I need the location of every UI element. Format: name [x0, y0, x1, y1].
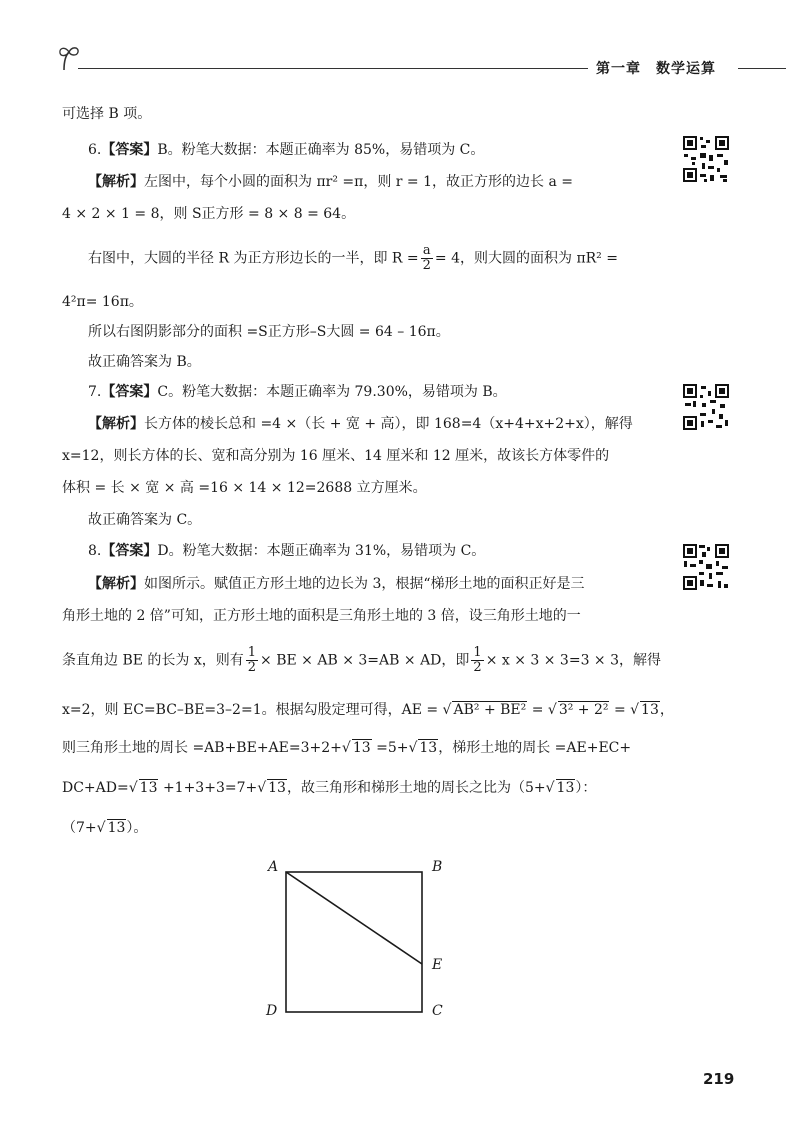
- q7-analysis-line3: 体积 = 长 × 宽 × 高 =16 × 14 × 12=2688 立方厘米。: [62, 480, 427, 496]
- q8-analysis-line7: （7+√ 13）。: [62, 820, 148, 836]
- square-abcd: [286, 872, 422, 1012]
- q8-analysis-line3: 条直角边 BE 的长为 x，则有 $\frac{1}{2}$ × BE × AB × 3=AB × AD，即 $\frac{1}{2}$ × x × 3 × 3=3 × 3，解得: [62, 645, 662, 675]
- q8-analysis-line5: 则三角形土地的周长 =AB+BE+AE=3+2+√ 13 =5+√ 13，梯形土地的周长 =AE+EC+: [62, 740, 632, 756]
- q7-conclusion: 故正确答案为 C。: [88, 512, 202, 528]
- square-diagram: [262, 855, 452, 1025]
- qr-code-icon[interactable]: [682, 543, 730, 591]
- q7-analysis-line2: x=12，则长方体的长、宽和高分别为 16 厘米、14 厘米和 12 厘米，故该长方体零件的: [62, 448, 610, 464]
- label-b: B: [432, 859, 443, 875]
- q8-analysis-line6: DC+AD=√ 13 +1+3+3=7+√ 13，故三角形和梯形土地的周长之比为（5+√ 13）：: [62, 780, 597, 796]
- label-e: E: [432, 957, 443, 973]
- q6-conclusion: 故正确答案为 B。: [88, 354, 201, 370]
- qr-code-icon[interactable]: [682, 383, 730, 431]
- q6-analysis-line5: 所以右图阴影部分的面积 =S正方形–S大圆 = 64 – 16π。: [88, 324, 450, 340]
- q6-analysis-line4: 4²π= 16π。: [62, 294, 143, 310]
- chapter-title: 第一章 数学运算: [596, 61, 716, 77]
- geometry-figure: [262, 855, 452, 1025]
- q6-analysis-line1: 【解析】左图中，每个小圆的面积为 πr² =π，则 r = 1，故正方形的边长 a =: [88, 174, 573, 190]
- q6-analysis-line3: 右图中，大圆的半径 R 为正方形边长的一半，即 R = $\frac{a}{2}$ = 4，则大圆的面积为 πR² =: [88, 243, 618, 273]
- q6-analysis-line2: 4 × 2 × 1 = 8，则 S正方形 = 8 × 8 = 64。: [62, 206, 356, 222]
- q7-answer: 7.【答案】C。粉笔大数据：本题正确率为 79.30%，易错项为 B。: [88, 384, 507, 400]
- q8-analysis-line4: x=2，则 EC=BC–BE=3–2=1。根据勾股定理可得，AE = √ AB² + BE² = √ 3² + 2² = √ 13，: [62, 702, 674, 718]
- q8-answer: 8.【答案】D。粉笔大数据：本题正确率为 31%，易错项为 C。: [88, 543, 486, 559]
- label-c: C: [432, 1003, 443, 1019]
- page-number: 219: [703, 1070, 735, 1088]
- label-a: A: [268, 859, 279, 875]
- segment-ae: [286, 872, 422, 964]
- fraction: $\frac{1}{2}$: [247, 645, 257, 675]
- fraction: $\frac{1}{2}$: [473, 645, 482, 675]
- label-d: D: [266, 1003, 278, 1019]
- fraction: $\frac{a}{2}$: [422, 243, 431, 273]
- header-rule-right: [738, 68, 786, 69]
- header-rule-left: [78, 68, 588, 69]
- q7-analysis-line1: 【解析】长方体的棱长总和 =4 ×（长 + 宽 + 高），即 168=4（x+4+x+2+x），解得: [88, 416, 633, 432]
- q8-analysis-line1: 【解析】如图所示。赋值正方形土地的边长为 3，根据“梯形土地的面积正好是三: [88, 576, 585, 592]
- q6-answer: 6.【答案】B。粉笔大数据：本题正确率为 85%，易错项为 C。: [88, 142, 485, 158]
- q8-analysis-line2: 角形土地的 2 倍”可知，正方形土地的面积是三角形土地的 3 倍，设三角形土地的一: [62, 608, 581, 624]
- qr-code-icon[interactable]: [682, 135, 730, 183]
- text-line: 可选择 B 项。: [62, 106, 152, 122]
